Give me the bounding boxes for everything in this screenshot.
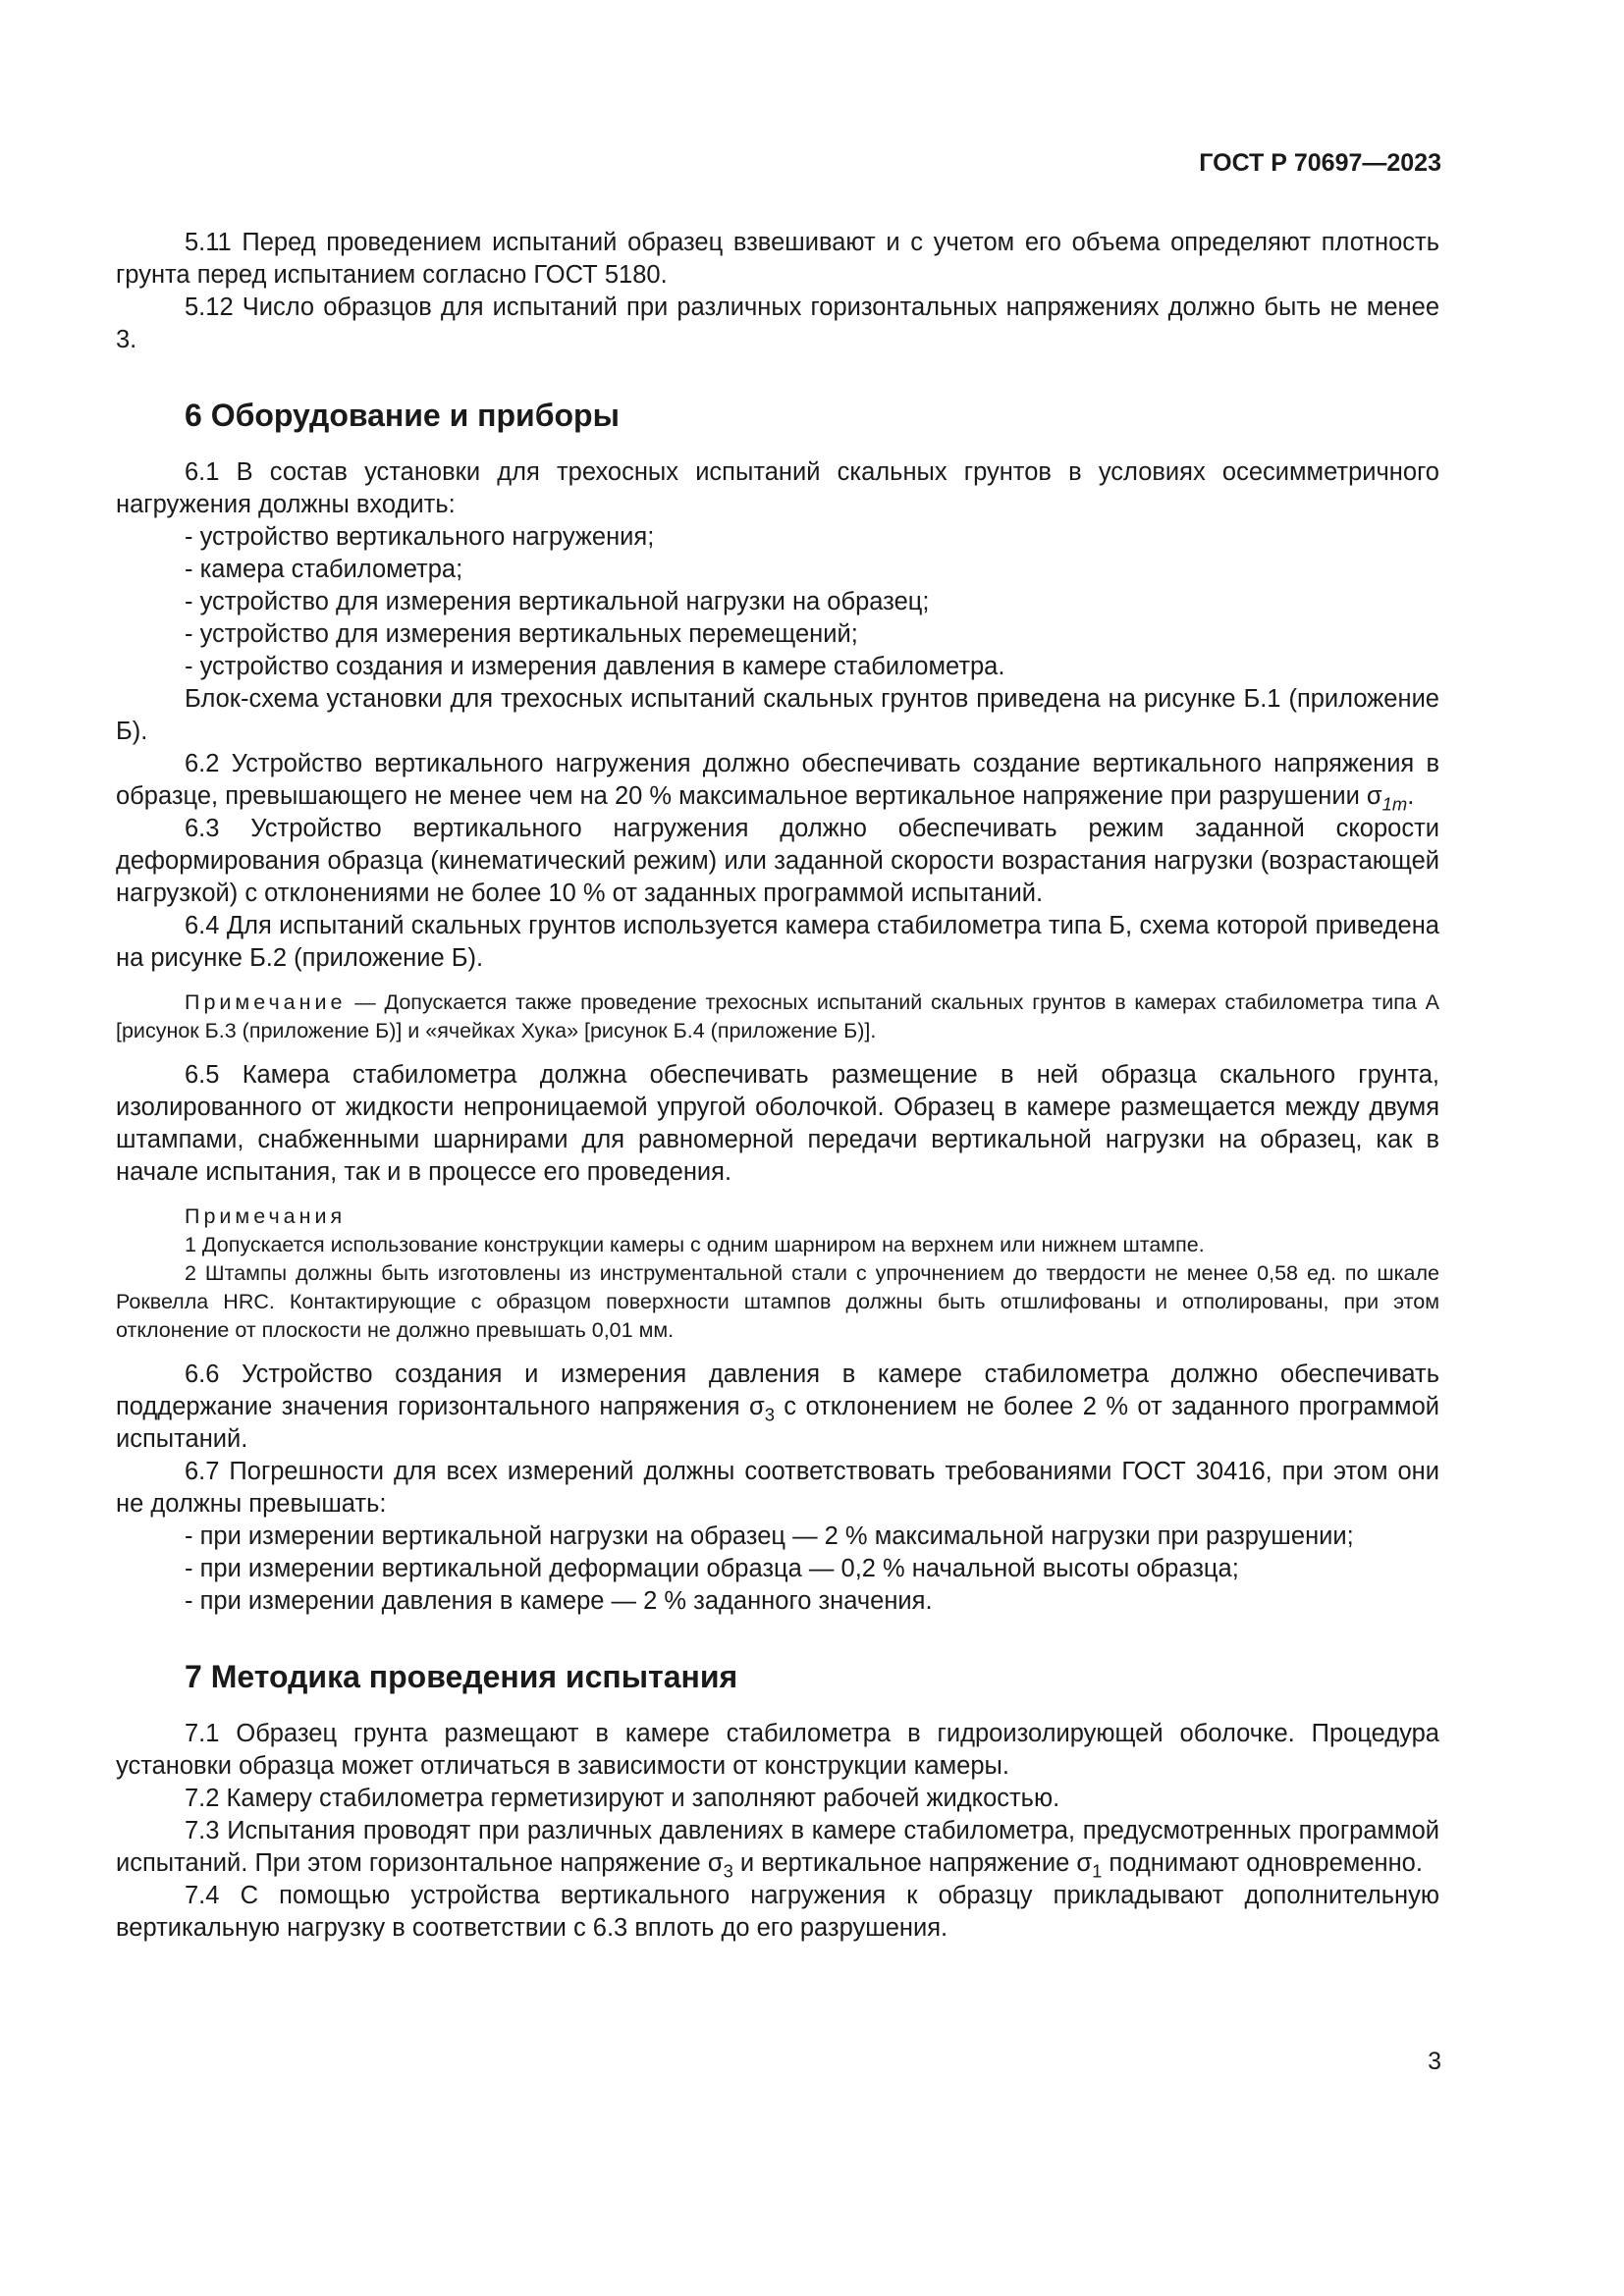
paragraph-6-1: 6.1 В состав установки для трехосных испытаний скальных грунтов в условиях осесимметричного нагружения должны входить:	[116, 458, 1439, 518]
paragraph-6-5: 6.5 Камера стабилометра должна обеспечивать размещение в ней образца скального грунта, изолированного от жидкости непроницаемой упругой оболочкой. Образец в камере размещается между двумя штампами, снабженными шарнирами для равномерной передачи вертикальной нагрузки на образец, как в начале испытания, так и в процессе его проведения.	[116, 1061, 1439, 1186]
list-item: - устройство для измерения вертикальных перемещений;	[185, 620, 858, 648]
section-7-title: 7 Методика проведения испытания	[185, 1659, 738, 1694]
list-item: - устройство для измерения вертикальной нагрузки на образец;	[185, 588, 930, 615]
paragraph-6-4: 6.4 Для испытаний скальных грунтов используется камера стабилометра типа Б, схема которой приведена на рисунке Б.2 (приложение Б).	[116, 912, 1439, 972]
list-item: - камера стабилометра;	[185, 556, 463, 583]
paragraph-6-3: 6.3 Устройство вертикального нагружения должно обеспечивать режим заданной скорости деформирования образца (кинематический режим) или заданной скорости возрастания нагрузки (возрастающей нагрузкой) с отклонениями не более 10 % от заданных программой испытаний.	[116, 815, 1439, 907]
note-label: Примечание	[185, 990, 347, 1014]
paragraph-7-1: 7.1 Образец грунта размещают в камере стабилометра в гидроизолирующей оболочке. Процедура установки образца может отличаться в зависимости от конструкции камеры.	[116, 1720, 1439, 1780]
paragraph-6-6: 6.6 Устройство создания и измерения давления в камере стабилометра должно обеспечивать поддержание значения горизонтального напряжения $\sigma_3$ с отклонением не более 2 % от заданного программой испытаний.	[116, 1361, 1439, 1453]
list-item: - при измерении давления в камере — 2 % заданного значения.	[185, 1587, 933, 1615]
notes-label: Примечания	[185, 1204, 347, 1228]
list-item: - при измерении вертикальной нагрузки на образец — 2 % максимальной нагрузки при разрушении;	[185, 1522, 1354, 1550]
note-1	[116, 988, 1439, 1045]
note-text: — Допускается также проведение трехосных испытаний скальных грунтов в камерах стабилометра типа А [рисунок Б.3 (приложение Б)] и «ячейках Хука» [рисунок Б.4 (приложение Б)].	[116, 990, 1439, 1042]
paragraph-5-12: 5.12 Число образцов для испытаний при различных горизонтальных напряжениях должно быть не менее 3.	[116, 294, 1439, 353]
paragraph-7-2: 7.2 Камеру стабилометра герметизируют и заполняют рабочей жидкостью.	[185, 1785, 1060, 1812]
paragraph-7-4: 7.4 С помощью устройства вертикального нагружения к образцу прикладывают дополнительную вертикальную нагрузку в соответствии с 6.3 вплоть до его разрушения.	[116, 1882, 1439, 1942]
paragraph-5-11: 5.11 Перед проведением испытаний образец взвешивают и с учетом его объема определяют плотность грунта перед испытанием согласно ГОСТ 5180.	[116, 229, 1439, 289]
list-item: - при измерении вертикальной деформации образца — 0,2 % начальной высоты образца;	[185, 1555, 1239, 1582]
list-item: - устройство создания и измерения давления в камере стабилометра.	[185, 653, 1005, 680]
note-item: 2 Штампы должны быть изготовлены из инструментальной стали с упрочнением до твердости не менее 0,58 ед. по шкале Роквелла HRC. Контактирующие с образцом поверхности штампов должны быть отшлифованы и отполированы, при этом отклонение от плоскости не должно превышать 0,01 мм.	[116, 1261, 1439, 1342]
note-item: 1 Допускается использование конструкции камеры с одним шарниром на верхнем или нижнем штампе.	[185, 1233, 1205, 1256]
paragraph-block-diagram: Блок-схема установки для трехосных испытаний скальных грунтов приведена на рисунке Б.1 (приложение Б).	[116, 685, 1439, 745]
page-number: 3	[1428, 2048, 1441, 2075]
notes-2	[116, 1202, 1439, 1345]
section-6-title: 6 Оборудование и приборы	[185, 398, 620, 433]
document-code: ГОСТ Р 70697—2023	[1199, 149, 1441, 177]
page-content	[116, 227, 1439, 1945]
paragraph-7-3: 7.3 Испытания проводят при различных давлениях в камере стабилометра, предусмотренных программой испытаний. При этом горизонтальное напряжение $\sigma_3$ и вертикальное напряжение $\sigma_1$ поднимают одновременно.	[116, 1817, 1439, 1882]
paragraph-6-2: 6.2 Устройство вертикального нагружения должно обеспечивать создание вертикального напряжения в образце, превышающего не менее чем на 20 % максимальное вертикальное напряжение при разрушении $\sigma_{1m}$.	[116, 750, 1439, 815]
paragraph-6-7: 6.7 Погрешности для всех измерений должны соответствовать требованиями ГОСТ 30416, при этом они не должны превышать:	[116, 1458, 1439, 1518]
list-item: - устройство вертикального нагружения;	[185, 523, 655, 551]
